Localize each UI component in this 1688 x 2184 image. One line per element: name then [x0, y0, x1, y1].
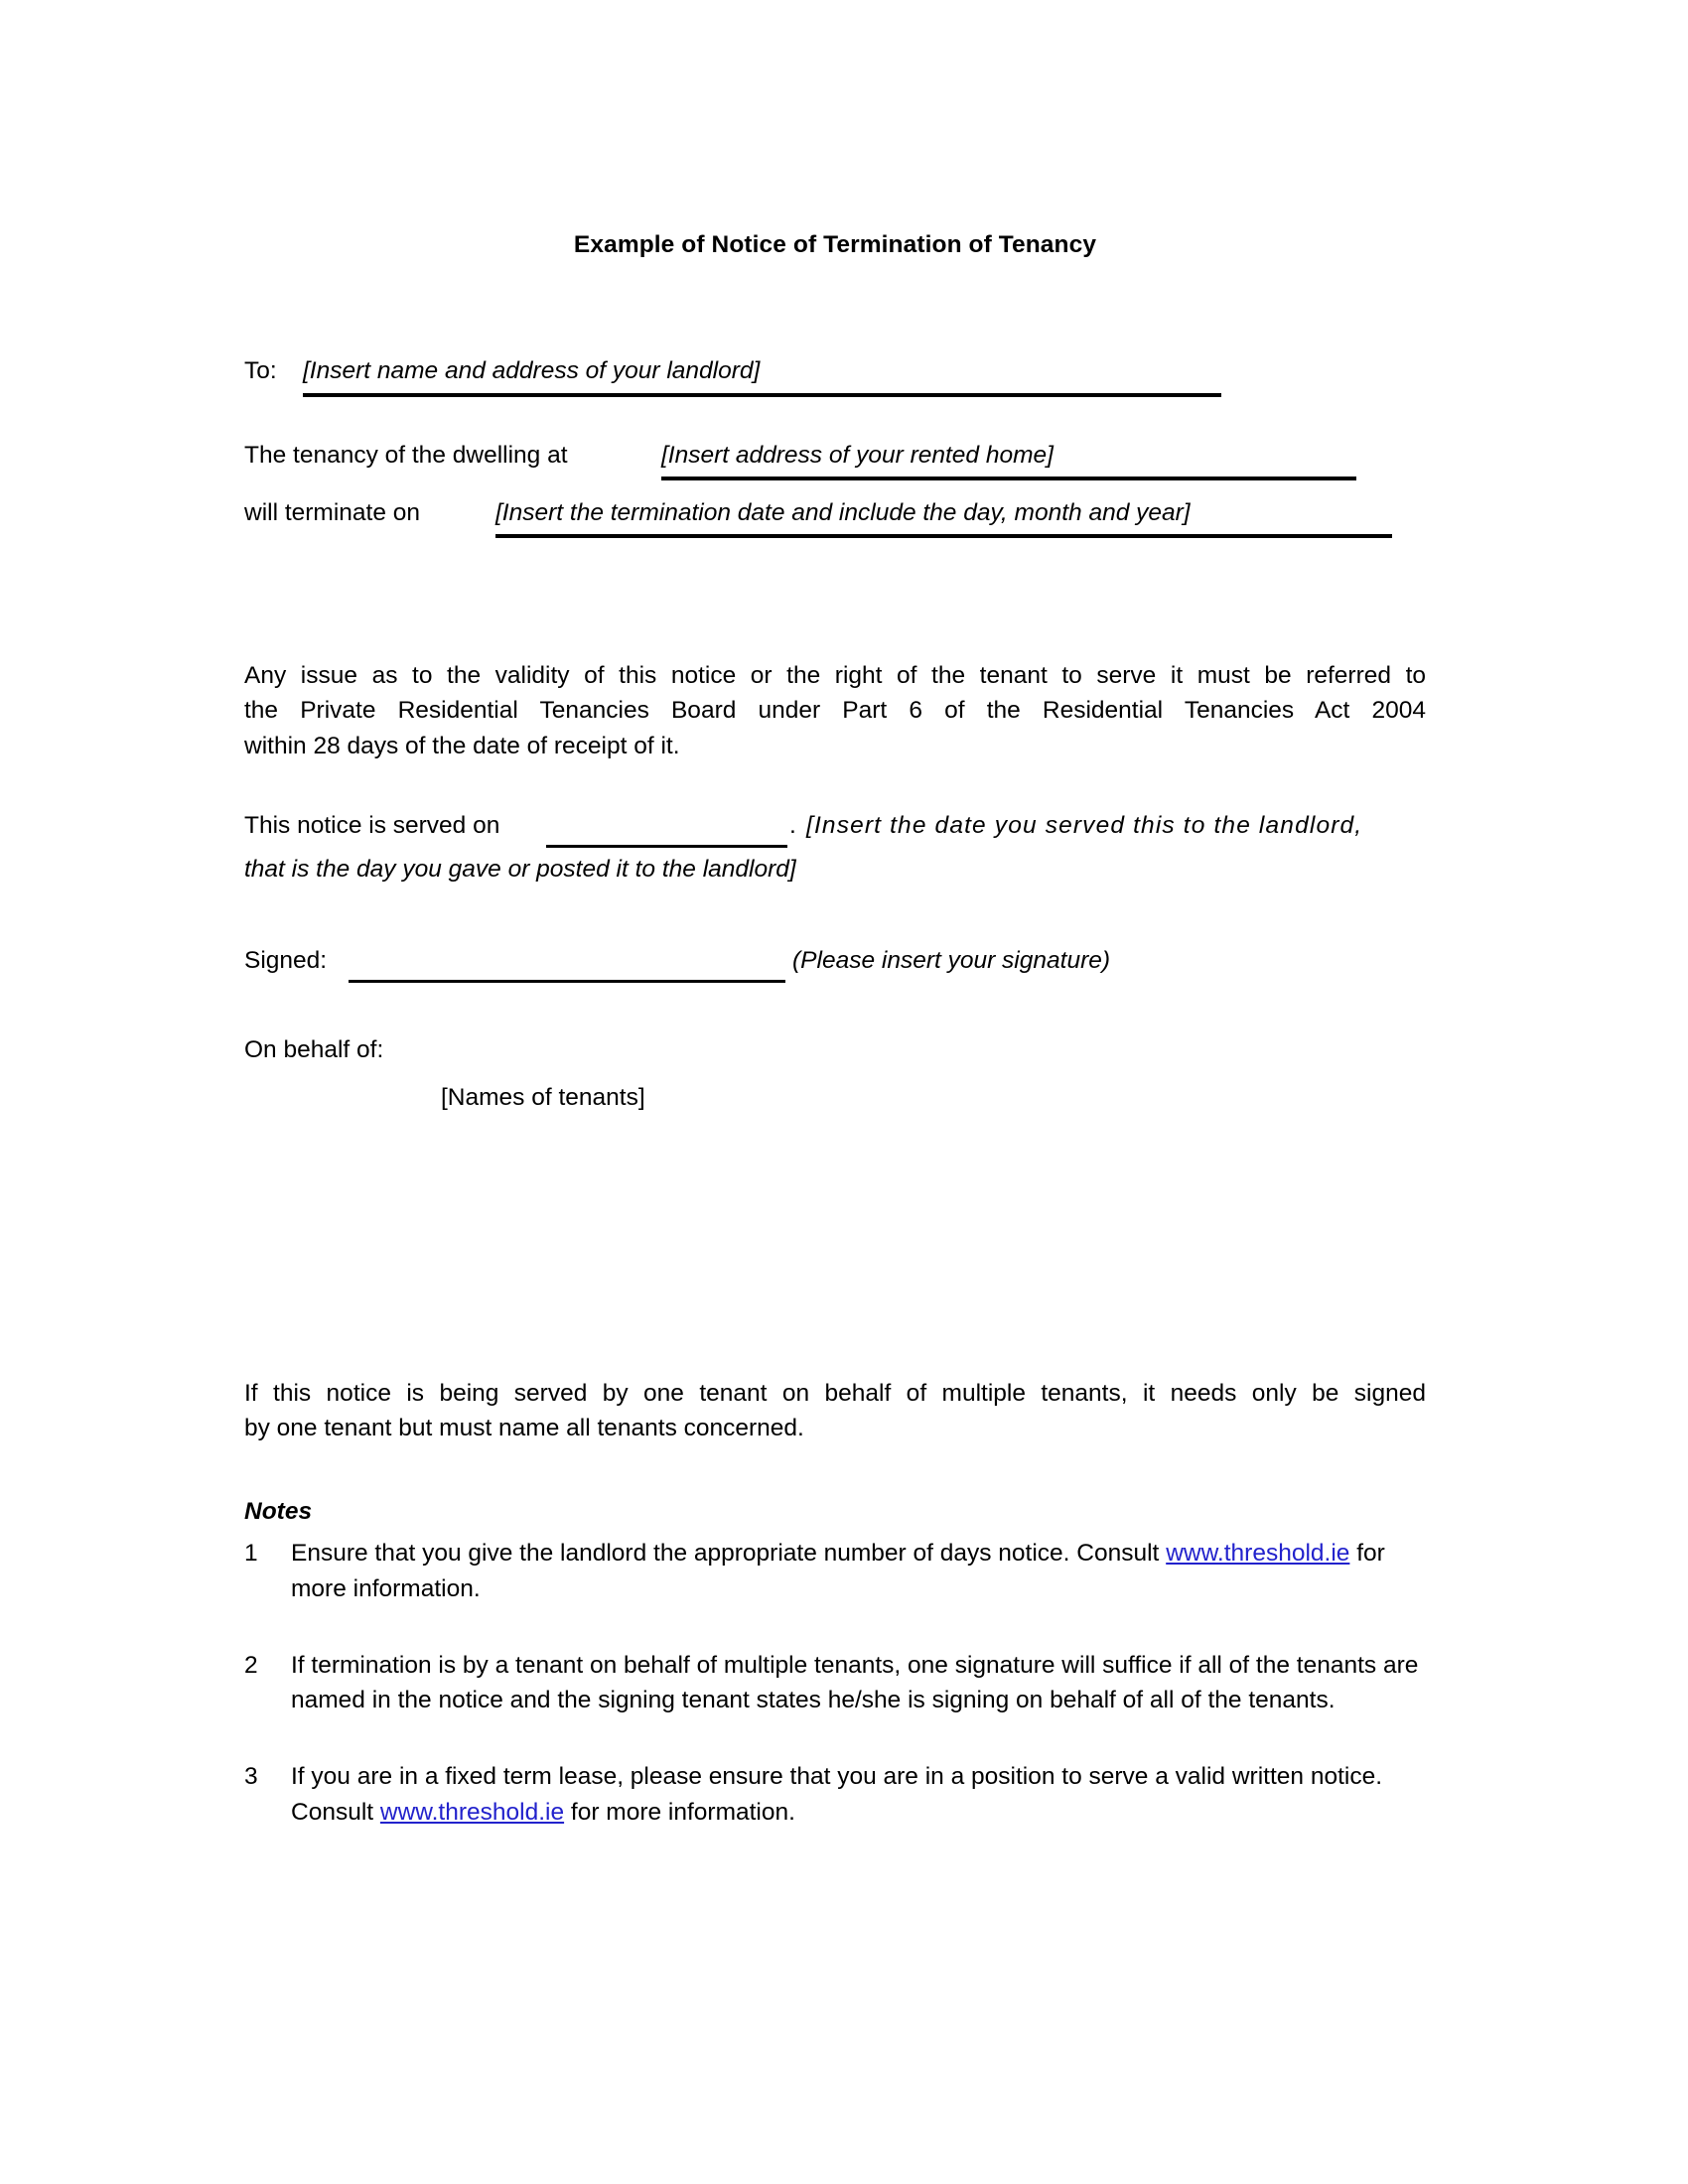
termination-date-label: will terminate on	[244, 499, 421, 526]
validity-paragraph-line-2: the Private Residential Tenancies Board under Part 6 of the Residential Tenancies Act 2004	[244, 697, 1426, 725]
document-body	[244, 0, 1426, 1830]
signed-label: Signed:	[244, 946, 328, 974]
note-text: If you are in a fixed term lease, please ensure that you are in a position to serve a valid written notice. Consult	[291, 1763, 1383, 1826]
termination-date-fill-in-rule	[495, 534, 1392, 538]
tenancy-address-fill-in-rule	[661, 477, 1356, 480]
tenant-names-placeholder: [Names of tenants]	[441, 1083, 645, 1111]
validity-paragraph	[244, 658, 1426, 763]
served-on-fill-in-rule	[546, 845, 787, 848]
note-text-after: for more information.	[564, 1798, 795, 1826]
served-on-hint-line-1: [Insert the date you served this to the landlord,	[806, 811, 1363, 839]
note-text: Ensure that you give the landlord the appropriate number of days notice. Consult	[291, 1540, 1167, 1568]
signature-fill-in-rule	[349, 980, 785, 983]
signature-hint: (Please insert your signature)	[792, 946, 1111, 974]
tenancy-details-block	[244, 442, 1426, 551]
validity-paragraph-line-1: Any issue as to the validity of this notice or the right of the tenant to serve it must be referred to	[244, 662, 1426, 689]
note-item	[244, 1536, 1426, 1606]
note-number: 2	[244, 1651, 258, 1679]
multiple-tenants-paragraph	[244, 1376, 1426, 1446]
tenancy-address-label: The tenancy of the dwelling at	[244, 442, 568, 469]
note-text-after: for more information.	[291, 1540, 1385, 1602]
on-behalf-of-block	[244, 1036, 1426, 1136]
threshold-link[interactable]: www.threshold.ie	[379, 1798, 565, 1826]
note-item	[244, 1648, 1426, 1718]
note-text: If termination is by a tenant on behalf of multiple tenants, one signature will suffice if all of the tenants are named in the notice and the signing tenant states he/she is signing on behalf of all of the tenants.	[291, 1651, 1419, 1714]
to-label: To:	[244, 357, 277, 384]
threshold-link[interactable]: www.threshold.ie	[1166, 1540, 1350, 1568]
termination-date-placeholder: [Insert the termination date and include the day, month and year]	[495, 499, 1191, 526]
tenancy-address-placeholder: [Insert address of your rented home]	[661, 442, 1054, 469]
served-on-hint-line-2: that is the day you gave or posted it to the landlord]	[244, 855, 796, 883]
note-number: 3	[244, 1763, 258, 1791]
notes-heading: Notes	[244, 1498, 313, 1526]
note-number: 1	[244, 1540, 258, 1568]
validity-paragraph-line-3: within 28 days of the date of receipt of it.	[244, 732, 680, 759]
page-title: Example of Notice of Termination of Tenancy	[573, 231, 1097, 258]
to-field-block	[244, 357, 1426, 405]
served-on-block	[244, 812, 1426, 901]
served-on-label: This notice is served on	[244, 811, 500, 839]
on-behalf-of-label: On behalf of:	[244, 1035, 384, 1063]
note-item	[244, 1759, 1426, 1830]
signature-block	[244, 947, 1426, 997]
multiple-tenants-line-1: If this notice is being served by one tenant on behalf of multiple tenants, it needs only be signed	[244, 1379, 1426, 1407]
served-on-period: .	[789, 811, 796, 839]
to-fill-in-rule	[303, 393, 1221, 397]
multiple-tenants-line-2: by one tenant but must name all tenants concerned.	[244, 1415, 804, 1442]
to-placeholder-text: [Insert name and address of your landlord]	[303, 357, 761, 384]
